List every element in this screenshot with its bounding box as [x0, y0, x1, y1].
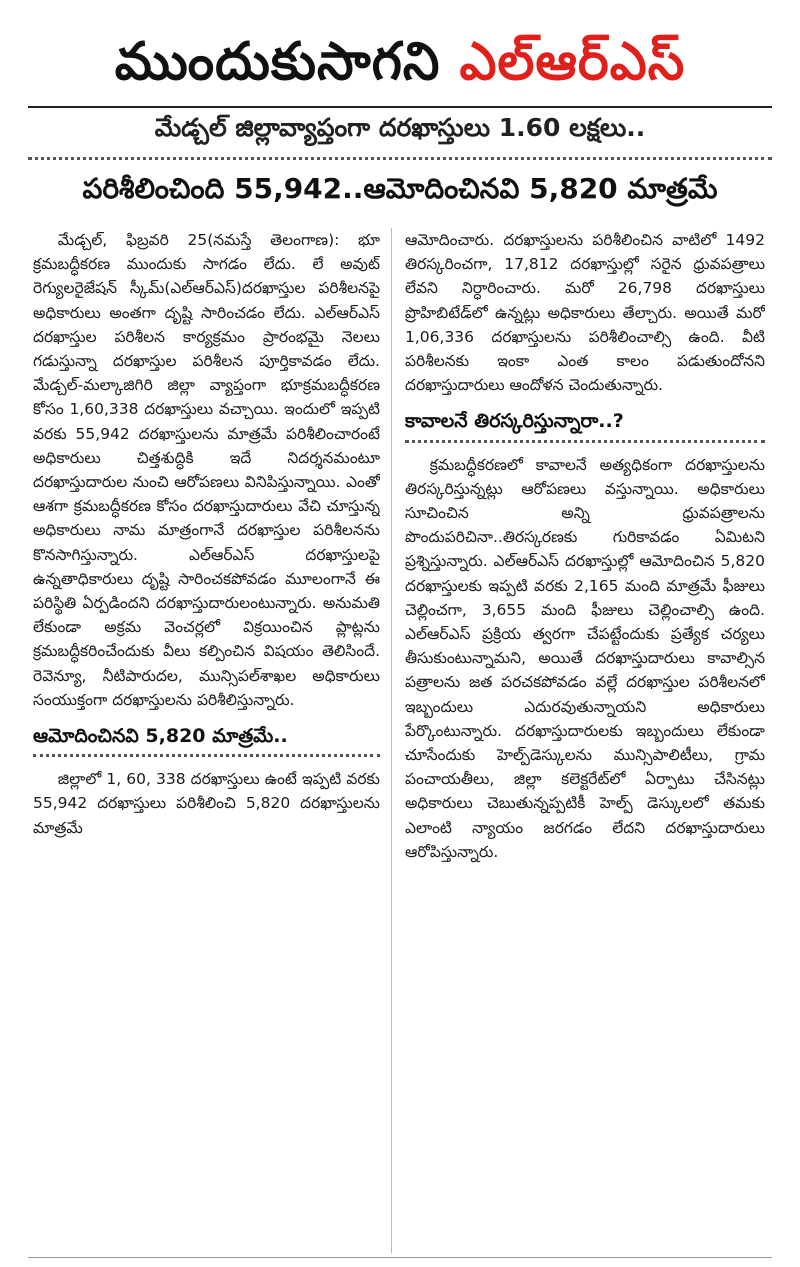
subheadline-2: పరిశీలించింది 55,942..ఆమోదించినవి 5,820 మాత్రమే	[82, 172, 718, 205]
headline	[0, 26, 800, 98]
headline-part-2: ఎల్ఆర్ఎస్	[459, 32, 686, 92]
right-paragraph-2: క్రమబద్ధీకరణలో కావాలనే అత్యధికంగా దరఖాస్తులను తిరస్కరిస్తున్నట్లు ఆరోపణలు వస్తున్నాయి. అధికారులు సూచించిన అన్ని ధ్రువపత్రాలను పొందుపరిచినా..తిరస్కరణకు గురికావడం ఏమిటని ప్రశ్నిస్తున్నారు. ఎల్ఆర్ఎస్ దరఖాస్తుల్లో ఆమోదించిన 5,820 దరఖాస్తులకు ఇప్పటి వరకు 2,165 మంది మాత్రమే ఫీజులు చెల్లించగా, 3,655 మంది ఫీజులు చెల్లించాల్సి ఉంది. ఎల్ఆర్ఎస్ ప్రక్రియ త్వరగా చేపట్టేందుకు ప్రత్యేక చర్యలు తీసుకుంటున్నామని, అయితే దరఖాస్తుదారులు కావాల్సిన పత్రాలను జత పరచకపోవడం వల్లే దరఖాస్తుల పరిశీలనలో ఇబ్బందులు ఎదురవుతున్నాయని అధికారులు పేర్కొంటున్నారు. దరఖాస్తుదారులకు ఇబ్బందులు లేకుండా చూసేందుకు హెల్ప్‌డెస్కులను మున్సిపాలిటీలు, గ్రామ పంచాయతీలు, జిల్లా కలెక్టరేట్‌లో ఏర్పాటు చేసినట్లు అధికారులు చెబుతున్నప్పటికీ హెల్ప్ డెస్కులలో తమకు ఎలాంటి న్యాయం జరగడం లేదని దరఖాస్తుదారులు ఆరోపిస్తున్నారు.	[405, 455, 765, 861]
subheadline-1: మేడ్చల్ జిల్లావ్యాప్తంగా దరఖాస్తులు 1.60 లక్షలు..	[154, 113, 646, 142]
right-column	[405, 228, 765, 1253]
left-subhead: ఆమోదించినవి 5,820 మాత్రమే..	[33, 724, 380, 757]
headline-rule	[28, 106, 772, 108]
column-divider	[391, 228, 392, 1253]
left-paragraph-1: మేడ్చల్, ఫిబ్రవరి 25(నమస్తే తెలంగాణ): భూ క్రమబద్ధీకరణ ముందుకు సాగడం లేదు. లే అవుట్ రెగ్యులరైజేషన్ స్కీమ్(ఎల్ఆర్ఎస్)దరఖాస్తుల పరిశీలనపై అధికారులు అంతగా దృష్టి సారించడం లేదు. ఎల్ఆర్ఎస్ దరఖాస్తుల పరిశీలన కార్యక్రమం ప్రారంభమై నెలలు గడుస్తున్నా దరఖాస్తుల పరిశీలన పూర్తికావడం లేదు. మేడ్చల్-మల్కాజిగిరి జిల్లా వ్యాప్తంగా భూక్రమబద్ధీకరణ కోసం 1,60,338 దరఖాస్తులు వచ్చాయి. ఇందులో ఇప్పటి వరకు 55,942 దరఖాస్తులను మాత్రమే పరిశీలించారంటే అధికారులు చిత్తశుద్ధికి ఇదే నిదర్శనమంటూ దరఖాస్తుదారుల నుంచి ఆరోపణలు వినిపిస్తున్నాయి. ఎంతో ఆశగా క్రమబద్ధీకరణ కోసం దరఖాస్తుదారులు వేచి చూస్తున్న అధికారులు నామ మాత్రంగానే దరఖాస్తుల పరిశీలనను కొనసాగిస్తున్నారు. ఎల్ఆర్ఎస్ దరఖాస్తులపై ఉన్నతాధికారులు దృష్టి సారించకపోవడం మూలంగానే ఈ పరిస్థితి ఏర్పడిందని దరఖాస్తుదారులంటున్నారు. అనుమతి లేకుండా అక్రమ వెంచర్లలో విక్రయించిన ప్లాట్లను క్రమబద్ధీకరించేందుకు వీలు కల్పించిన విషయం తెలిసిందే. రెవెన్యూ, నీటిపారుదల, మున్సిపల్‌శాఖల అధికారులు సంయుక్తంగా దరఖాస్తులను పరిశీలిస్తున్నారు.	[33, 231, 380, 709]
left-column	[33, 228, 380, 1253]
headline-part-1: ముందుకుసాగని	[114, 32, 441, 92]
bottom-rule	[28, 1257, 772, 1258]
right-subhead: కావాలనే తిరస్కరిస్తున్నారా..?	[405, 409, 765, 442]
right-paragraph-1: ఆమోదించారు. దరఖాస్తులను పరిశీలించిన వాటిలో 1492 తిరస్కరించగా, 17,812 దరఖాస్తుల్లో సరైన ధ్రువపత్రాలు లేవని నిర్ధారించారు. మరో 26,798 దరఖాస్తులు ప్రొహిబిటేడ్‌లో ఉన్నట్లు అధికారులు తేల్చారు. అయితే మరో 1,06,336 దరఖాస్తులను పరిశీలించాల్సి ఉంది. వీటి పరిశీలనకు ఇంకా ఎంత కాలం పడుతుందోనని దరఖాస్తుదారులు ఆందోళన చెందుతున్నారు.	[405, 231, 765, 395]
subheadline-1-underline	[28, 157, 772, 160]
left-paragraph-2: జిల్లాలో 1, 60, 338 దరఖాస్తులు ఉంటే ఇప్పటి వరకు 55,942 దరఖాస్తులు పరిశీలించి 5,820 దరఖాస్తులను మాత్రమే	[33, 770, 380, 837]
